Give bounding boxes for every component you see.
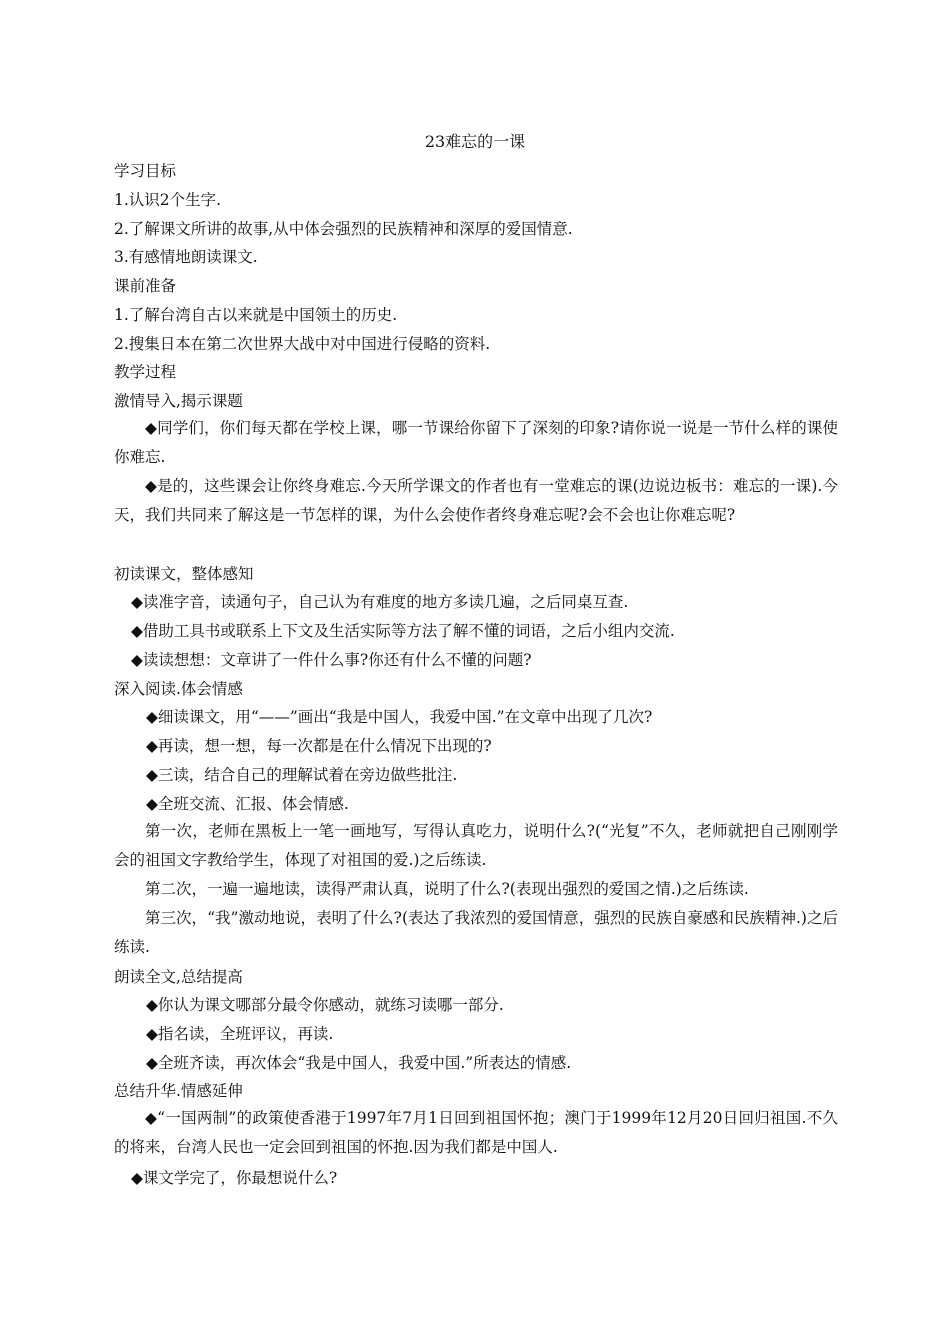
prep-item-2: 2.搜集日本在第二次世界大战中对中国进行侵略的资料. (114, 335, 491, 353)
step5-last-item: ◆课文学完了，你最想说什么? (131, 1169, 338, 1187)
step4-item-1: ◆你认为课文哪部分最令你感动，就练习读哪一部分. (146, 996, 504, 1014)
step4-heading: 朗读全文,总结提高 (114, 968, 243, 986)
step2-item-2: ◆借助工具书或联系上下文及生活实际等方法了解不懂的词语，之后小组内交流. (131, 622, 675, 640)
step3-paragraph-3: 第三次，“我”激动地说，表明了什么?(表达了我浓烈的爱国情意，强烈的民族自豪感和民族精神.)之后练读. (114, 909, 838, 956)
step4-item-2: ◆指名读，全班评议，再读. (146, 1025, 334, 1043)
step4-item-3: ◆全班齐读，再次体会“我是中国人，我爱中国.”所表达的情感. (146, 1054, 572, 1072)
step3-item-1: ◆细读课文，用“——”画出“我是中国人，我爱中国.”在文章中出现了几次? (146, 708, 653, 726)
step1-paragraph-1: ◆同学们，你们每天都在学校上课，哪一节课给你留下了深刻的印象?请你说一说是一节什么样的课使你难忘. (114, 419, 838, 466)
goal-item-1: 1.认识2个生字. (114, 191, 222, 209)
section-heading-process: 教学过程 (114, 363, 177, 381)
step5-heading: 总结升华.情感延伸 (114, 1082, 243, 1100)
goal-item-3: 3.有感情地朗读课文. (114, 248, 258, 266)
step2-item-1: ◆读准字音，读通句子，自己认为有难度的地方多读几遍，之后同桌互查. (131, 593, 629, 611)
step1-paragraph-2: ◆是的，这些课会让你终身难忘.今天所学课文的作者也有一堂难忘的课(边说边板书：难忘的一课).今天，我们共同来了解这是一节怎样的课，为什么会使作者终身难忘呢?会不会也让你难忘呢? (114, 477, 838, 524)
step3-item-3: ◆三读，结合自己的理解试着在旁边做些批注. (146, 766, 458, 784)
step3-item-4: ◆全班交流、汇报、体会情感. (146, 795, 349, 813)
step3-item-2: ◆再读，想一想，每一次都是在什么情况下出现的? (146, 737, 492, 755)
step5-paragraph: ◆“一国两制”的政策使香港于1997年7月1日回到祖国怀抱；澳门于1999年12月20日回归祖国.不久的将来，台湾人民也一定会回到祖国的怀抱.因为我们都是中国人. (114, 1109, 838, 1156)
section-heading-goals: 学习目标 (114, 162, 177, 180)
goal-item-2: 2.了解课文所讲的故事,从中体会强烈的民族精神和深厚的爱国情意. (114, 220, 573, 238)
step3-heading: 深入阅读.体会情感 (114, 680, 243, 698)
step2-item-3: ◆读读想想：文章讲了一件什么事?你还有什么不懂的问题? (131, 651, 532, 669)
prep-item-1: 1.了解台湾自古以来就是中国领土的历史. (114, 306, 398, 324)
step1-heading: 激情导入,揭示课题 (114, 392, 243, 410)
step3-paragraph-2: 第二次，一遍一遍地读，读得严肃认真，说明了什么?(表现出强烈的爱国之情.)之后练读. (145, 880, 749, 898)
section-heading-prep: 课前准备 (114, 277, 177, 295)
step2-heading: 初读课文，整体感知 (114, 565, 254, 583)
step3-paragraph-1: 第一次，老师在黑板上一笔一画地写，写得认真吃力，说明什么?(“光复”不久，老师就把自己刚刚学会的祖国文字教给学生，体现了对祖国的爱.)之后练读. (114, 822, 838, 869)
document-title: 23难忘的一课 (424, 132, 526, 151)
